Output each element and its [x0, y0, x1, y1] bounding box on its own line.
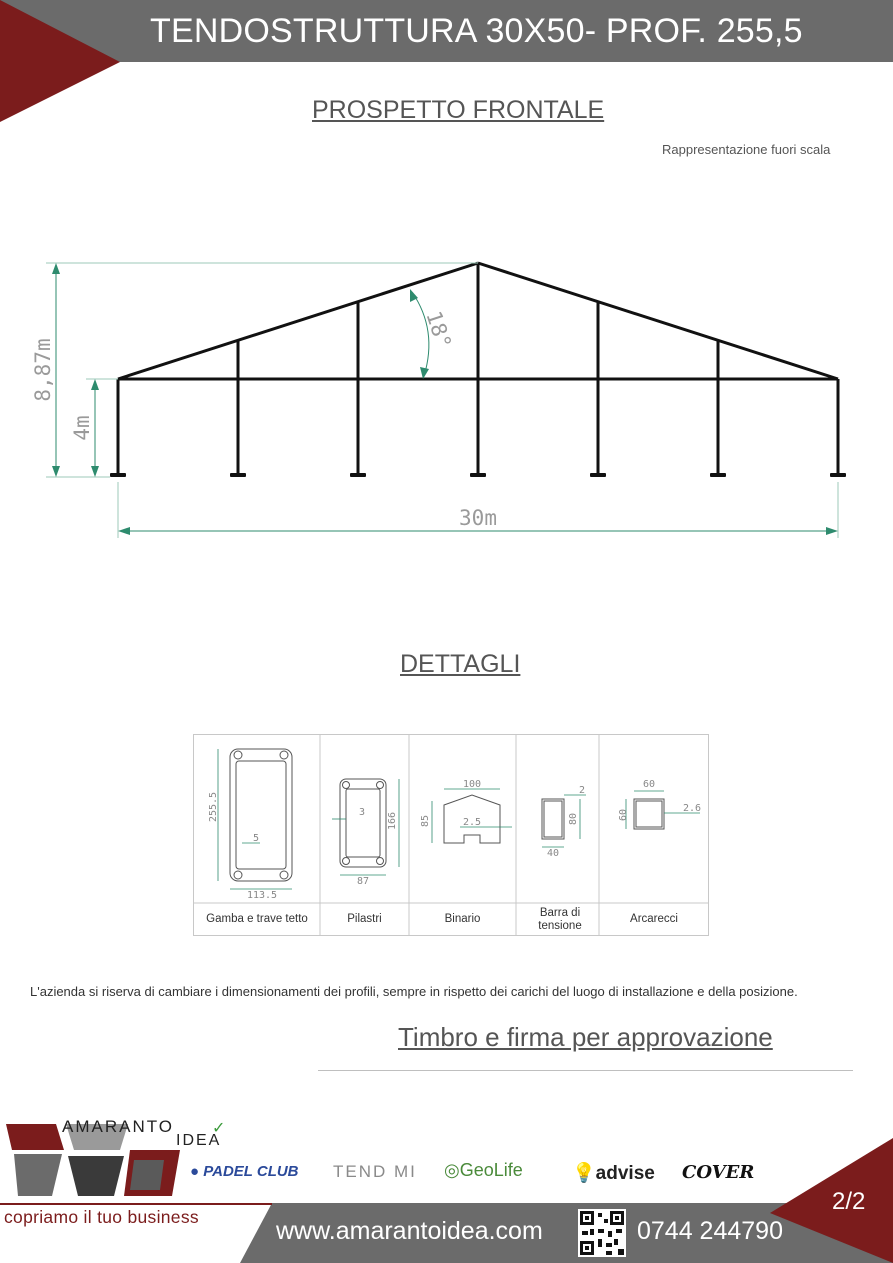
profile-gamba-drawing [230, 749, 292, 881]
page-number: 2/2 [832, 1188, 866, 1215]
front-elevation-drawing [0, 240, 893, 560]
height-eave-label: 4m [70, 415, 94, 441]
svg-text:85: 85 [420, 814, 431, 828]
svg-text:100: 100 [462, 779, 482, 790]
brand-name: AMARANTO [62, 1117, 175, 1136]
svg-text:2.6: 2.6 [682, 803, 702, 814]
partner-logo: 💡advise [572, 1163, 655, 1184]
signature-line [318, 1070, 853, 1071]
scale-note: Rappresentazione fuori scala [662, 142, 831, 157]
profile-label: Arcarecci [630, 913, 678, 925]
height-total-label: 8,87m [31, 338, 55, 402]
partner-logo: ● PADEL CLUB [190, 1163, 299, 1180]
svg-text:40: 40 [546, 848, 560, 859]
roof-angle-label: 18° [421, 308, 456, 352]
website-link[interactable]: www.amarantoidea.com [276, 1217, 543, 1245]
brand-sub: IDEA [176, 1132, 222, 1149]
slogan: copriamo il tuo business [4, 1207, 199, 1227]
svg-text:87: 87 [356, 876, 370, 887]
details-title: DETTAGLI [400, 650, 521, 678]
roof-right [478, 263, 838, 379]
partner-logo: TEND MI [333, 1162, 417, 1181]
profile-arcarecci-drawing [634, 799, 664, 829]
profile-label: Barra di tensione [538, 907, 582, 932]
page-title: TENDOSTRUTTURA 30X50- PROF. 255,5 [150, 12, 803, 50]
partner-logo: ◎GeoLife [444, 1160, 523, 1180]
qr-code-icon [578, 1209, 626, 1257]
profile-label: Binario [444, 913, 481, 925]
profiles-table [193, 734, 709, 936]
svg-text:255.5: 255.5 [208, 791, 219, 823]
profile-pilastri-drawing [340, 779, 386, 867]
corner-decoration [0, 0, 120, 122]
profile-barra-drawing [542, 799, 564, 839]
check-icon: ✓ [212, 1120, 226, 1137]
phone-number[interactable]: 0744 244790 [637, 1217, 783, 1245]
svg-text:166: 166 [387, 811, 398, 831]
svg-text:2.5: 2.5 [462, 817, 482, 828]
width-label: 30m [459, 506, 497, 530]
svg-text:80: 80 [568, 812, 579, 826]
svg-text:5: 5 [252, 833, 260, 844]
svg-text:60: 60 [642, 779, 656, 790]
front-view-title: PROSPETTO FRONTALE [312, 96, 605, 124]
disclaimer-text: L'azienda si riserva di cambiare i dimensionamenti dei profili, sempre in rispetto dei carichi del luogo di installazione e della posizione. [30, 984, 798, 999]
approval-label: Timbro e firma per approvazione [398, 1022, 773, 1052]
svg-text:113.5: 113.5 [246, 890, 278, 901]
svg-text:2: 2 [578, 785, 586, 796]
profile-label: Pilastri [347, 913, 382, 925]
svg-text:60: 60 [618, 808, 629, 822]
partner-logo: COVER [682, 1162, 755, 1183]
svg-text:3: 3 [358, 807, 366, 818]
profile-label: Gamba e trave tetto [206, 913, 308, 925]
